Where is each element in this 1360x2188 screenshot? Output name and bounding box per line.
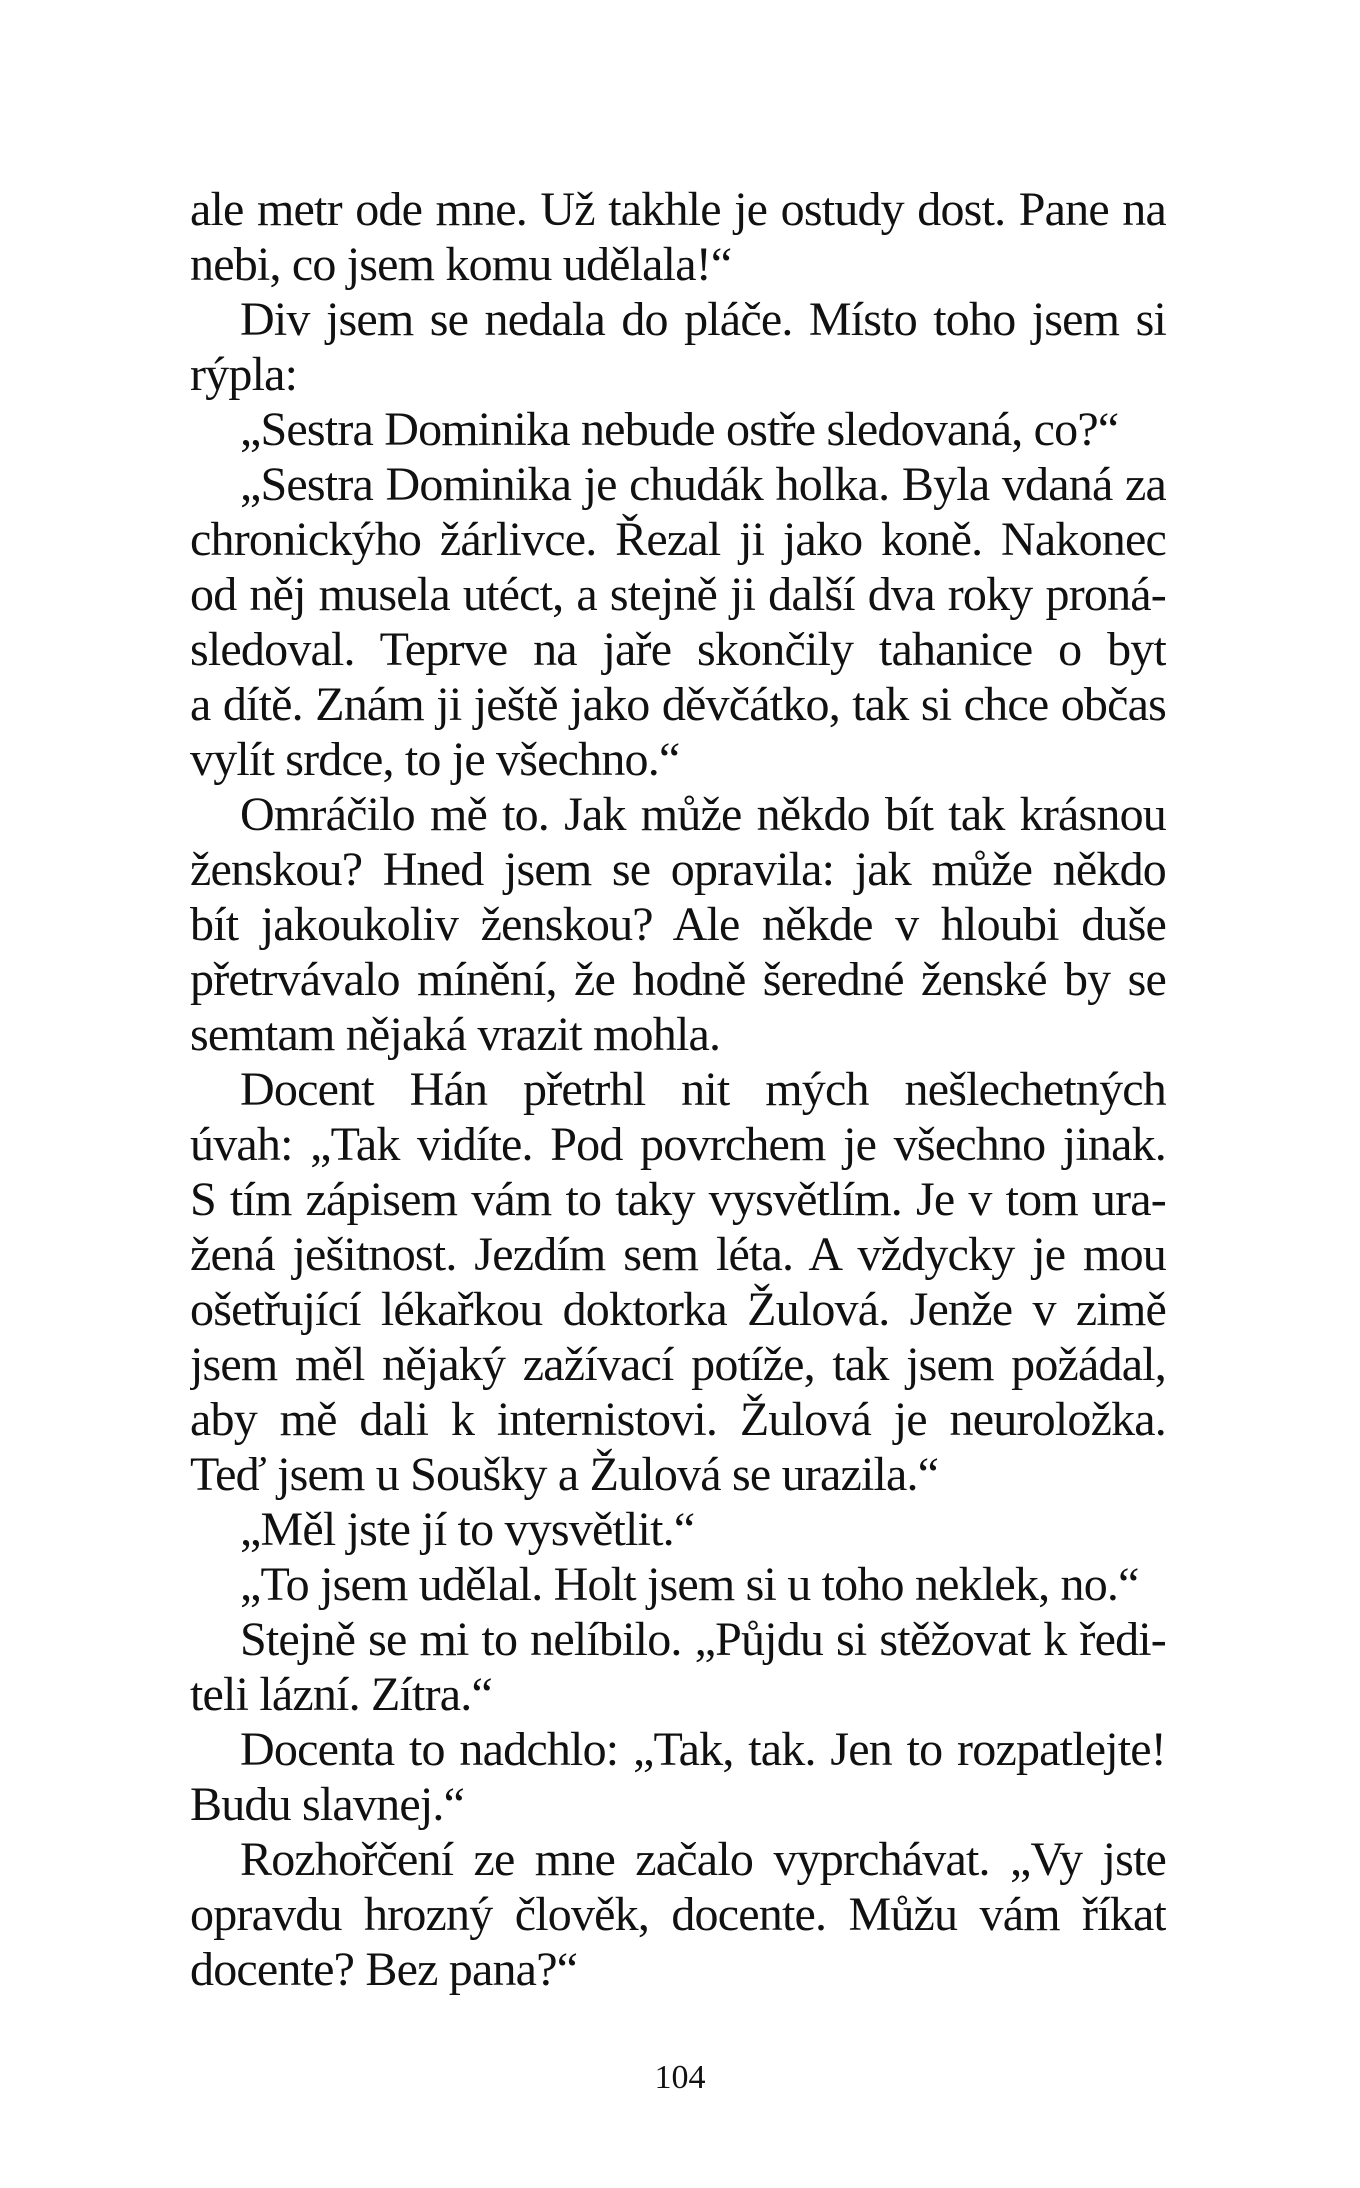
text-line: „Měl jste jí to vysvětlit.“ (240, 1503, 695, 1556)
text-line: Budu slavnej.“ (190, 1778, 465, 1831)
text-line: a dítě. Znám ji ještě jako děvčátko, tak si chce občas (190, 678, 1166, 731)
text-line: Stejně se mi to nelíbilo. „Půjdu si stěžovat k ředi- (240, 1613, 1166, 1666)
text-line: teli lázní. Zítra.“ (190, 1668, 492, 1721)
text-line: sledoval. Teprve na jaře skončily tahanice o byt (190, 623, 1166, 676)
text-line: vylít srdce, to je všechno.“ (190, 733, 680, 786)
text-line: přetrvávalo mínění, že hodně šeredné ženské by se (190, 953, 1166, 1006)
body-text (190, 182, 1166, 1997)
text-line: opravdu hrozný člověk, docente. Můžu vám říkat (190, 1888, 1166, 1941)
text-line: ženskou? Hned jsem se opravila: jak může někdo (190, 843, 1166, 896)
text-line: úvah: „Tak vidíte. Pod povrchem je všechno jinak. (190, 1118, 1166, 1171)
text-line: aby mě dali k internistovi. Žulová je neuroložka. (190, 1393, 1166, 1446)
text-line: docente? Bez pana?“ (190, 1943, 578, 1996)
page-number: 104 (654, 2059, 706, 2096)
text-line: semtam nějaká vrazit mohla. (190, 1008, 721, 1061)
text-line: Docent Hán přetrhl nit mých nešlechetných (240, 1063, 1166, 1116)
text-line: Omráčilo mě to. Jak může někdo bít tak krásnou (240, 788, 1166, 841)
text-line: jsem měl nějaký zažívací potíže, tak jsem požádal, (190, 1338, 1166, 1391)
text-line: „Sestra Dominika je chudák holka. Byla vdaná za (240, 458, 1166, 511)
text-line: Div jsem se nedala do pláče. Místo toho jsem si (240, 293, 1166, 346)
text-line: Teď jsem u Soušky a Žulová se urazila.“ (190, 1448, 939, 1501)
text-line: S tím zápisem vám to taky vysvětlím. Je v tom ura- (190, 1173, 1166, 1226)
text-line: „To jsem udělal. Holt jsem si u toho neklek, no.“ (240, 1558, 1139, 1611)
text-line: od něj musela utéct, a stejně ji další dva roky proná- (190, 568, 1166, 621)
text-line: žená ješitnost. Jezdím sem léta. A vždycky je mou (190, 1228, 1166, 1281)
text-line: nebi, co jsem komu udělala!“ (190, 238, 732, 291)
text-line: ale metr ode mne. Už takhle je ostudy dost. Pane na (190, 183, 1166, 236)
text-line: ošetřující lékařkou doktorka Žulová. Jenže v zimě (190, 1283, 1166, 1336)
text-line: „Sestra Dominika nebude ostře sledovaná, co?“ (240, 403, 1119, 456)
text-line: chronickýho žárlivce. Řezal ji jako koně. Nakonec (190, 513, 1166, 566)
text-line: bít jakoukoliv ženskou? Ale někde v hloubi duše (190, 898, 1166, 951)
text-line: Rozhořčení ze mne začalo vyprchávat. „Vy jste (240, 1833, 1166, 1886)
text-line: rýpla: (190, 348, 298, 401)
text-line: Docenta to nadchlo: „Tak, tak. Jen to rozpatlejte! (240, 1723, 1166, 1776)
